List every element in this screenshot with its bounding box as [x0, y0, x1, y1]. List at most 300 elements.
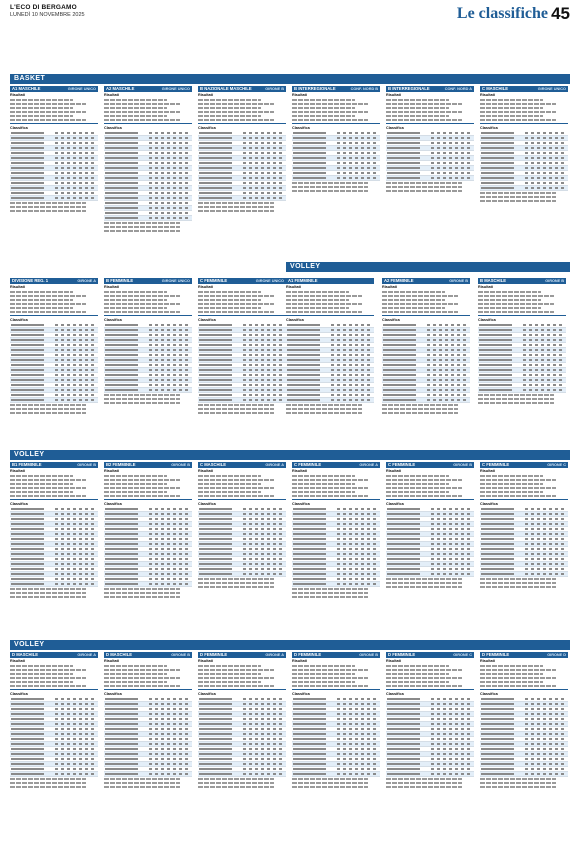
block-header — [104, 652, 192, 658]
notes-line-placeholder — [198, 786, 274, 788]
result-line-placeholder — [198, 669, 274, 671]
section-bar-volley-2: VOLLEY — [10, 450, 570, 460]
result-line-placeholder — [478, 311, 554, 313]
notes-line-placeholder — [198, 586, 274, 588]
result-line-placeholder — [292, 677, 368, 679]
result-line-placeholder — [386, 115, 449, 117]
notes-line-placeholder — [104, 226, 180, 228]
result-line-placeholder — [480, 685, 556, 687]
result-line-placeholder — [10, 291, 73, 293]
block-v14 — [386, 652, 474, 790]
divider — [104, 123, 192, 124]
result-line-placeholder — [10, 677, 86, 679]
result-line-placeholder — [104, 491, 167, 493]
notes-line-placeholder — [10, 778, 86, 780]
block-header — [10, 652, 98, 658]
result-line-placeholder — [480, 673, 543, 675]
standings-label: Classifica — [104, 126, 122, 130]
divider — [478, 315, 566, 316]
notes-line-placeholder — [198, 202, 274, 204]
divider — [382, 315, 470, 316]
notes-line-placeholder — [292, 182, 368, 184]
notes-line-placeholder — [198, 404, 274, 406]
block-header — [386, 462, 474, 468]
page-section-title: Le classifiche — [456, 5, 548, 22]
block-v1 — [286, 278, 374, 416]
divider — [198, 499, 286, 500]
block-title: DIVISIONE REG. 1 — [12, 278, 49, 283]
divider — [198, 315, 286, 316]
standings-row-placeholder — [386, 176, 474, 181]
divider — [292, 499, 380, 500]
divider — [480, 499, 568, 500]
result-line-placeholder — [10, 115, 73, 117]
block-v13 — [292, 652, 380, 790]
divider — [198, 123, 286, 124]
standings-label: Classifica — [382, 318, 400, 322]
notes-line-placeholder — [198, 578, 274, 580]
result-line-placeholder — [10, 475, 73, 477]
notes-line-placeholder — [104, 786, 180, 788]
standings-row-placeholder — [292, 772, 380, 777]
result-line-placeholder — [382, 291, 445, 293]
notes-line-placeholder — [198, 782, 274, 784]
notes-line-placeholder — [198, 778, 274, 780]
notes-line-placeholder — [382, 412, 458, 414]
standings-row-placeholder — [104, 388, 192, 393]
result-line-placeholder — [104, 681, 167, 683]
block-v5 — [104, 462, 192, 600]
notes-line-placeholder — [10, 408, 86, 410]
notes-line-placeholder — [292, 592, 368, 594]
notes-line-placeholder — [386, 582, 462, 584]
section-bar-basket: BASKET — [10, 74, 570, 84]
block-b5 — [386, 86, 474, 194]
block-header — [198, 652, 286, 658]
divider — [480, 689, 568, 690]
block-title: D MASCHILE — [12, 652, 39, 657]
notes-line-placeholder — [198, 412, 274, 414]
result-line-placeholder — [386, 99, 449, 101]
block-title: C FEMMINILE — [200, 278, 228, 283]
block-v15 — [480, 652, 568, 790]
divider — [386, 499, 474, 500]
result-line-placeholder — [480, 495, 556, 497]
standings-row-placeholder — [480, 772, 568, 777]
block-b4 — [292, 86, 380, 194]
notes-line-placeholder — [10, 412, 86, 414]
result-line-placeholder — [198, 103, 274, 105]
results-label: Risultati — [386, 93, 401, 97]
standings-row-placeholder — [198, 196, 286, 201]
result-line-placeholder — [198, 307, 261, 309]
notes-line-placeholder — [10, 210, 86, 212]
notes-line-placeholder — [382, 408, 458, 410]
notes-line-placeholder — [198, 582, 274, 584]
result-line-placeholder — [104, 99, 167, 101]
result-line-placeholder — [104, 303, 180, 305]
block-b3 — [198, 86, 286, 214]
result-line-placeholder — [386, 685, 462, 687]
result-line-placeholder — [10, 311, 86, 313]
block-title: C MASCHILE — [482, 86, 509, 91]
result-line-placeholder — [480, 99, 543, 101]
result-line-placeholder — [478, 291, 541, 293]
results-label: Risultati — [478, 285, 493, 289]
block-header — [292, 86, 380, 92]
notes-line-placeholder — [386, 778, 462, 780]
result-line-placeholder — [10, 99, 73, 101]
notes-line-placeholder — [478, 394, 554, 396]
block-header — [104, 86, 192, 92]
divider — [386, 123, 474, 124]
result-line-placeholder — [382, 307, 445, 309]
results-label: Risultati — [292, 659, 307, 663]
result-line-placeholder — [198, 673, 261, 675]
block-title: B NAZIONALE MASCHILE — [200, 86, 252, 91]
result-line-placeholder — [104, 299, 167, 301]
result-line-placeholder — [286, 291, 349, 293]
standings-row-placeholder — [292, 582, 380, 587]
result-line-placeholder — [198, 303, 274, 305]
block-tag: GIRONE UNICO — [255, 279, 284, 283]
result-line-placeholder — [198, 299, 261, 301]
result-line-placeholder — [480, 119, 556, 121]
notes-line-placeholder — [480, 786, 556, 788]
result-line-placeholder — [292, 115, 355, 117]
block-title: D FEMMINILE — [482, 652, 510, 657]
standings-label: Classifica — [478, 318, 496, 322]
results-label: Risultati — [104, 469, 119, 473]
notes-line-placeholder — [292, 190, 368, 192]
result-line-placeholder — [198, 475, 261, 477]
result-line-placeholder — [292, 669, 368, 671]
notes-line-placeholder — [292, 786, 368, 788]
standings-row-placeholder — [10, 398, 98, 403]
block-tag: GIRONE B — [453, 463, 472, 467]
result-line-placeholder — [104, 111, 180, 113]
block-tag: GIRONE B — [359, 653, 378, 657]
section-bar-volley-3: VOLLEY — [10, 640, 570, 650]
standings-label: Classifica — [292, 692, 310, 696]
block-header — [480, 86, 568, 92]
result-line-placeholder — [386, 669, 462, 671]
notes-line-placeholder — [478, 402, 554, 404]
results-label: Risultati — [382, 285, 397, 289]
notes-line-placeholder — [104, 394, 180, 396]
result-line-placeholder — [10, 295, 86, 297]
result-line-placeholder — [292, 681, 355, 683]
standings-row-placeholder — [198, 572, 286, 577]
notes-line-placeholder — [104, 592, 180, 594]
result-line-placeholder — [386, 475, 449, 477]
standings-label: Classifica — [198, 318, 216, 322]
results-label: Risultati — [480, 659, 495, 663]
block-tag: GIRONE UNICO — [537, 87, 566, 91]
results-label: Risultati — [198, 93, 213, 97]
block-tag: GIRONE UNICO — [161, 87, 190, 91]
result-line-placeholder — [286, 299, 349, 301]
block-tag: GIRONE B — [545, 279, 564, 283]
divider — [198, 689, 286, 690]
result-line-placeholder — [10, 307, 73, 309]
block-tag: GIRONE B — [265, 87, 284, 91]
notes-line-placeholder — [10, 206, 86, 208]
result-line-placeholder — [292, 107, 355, 109]
block-title: B MASCHILE — [480, 278, 507, 283]
notes-line-placeholder — [292, 596, 368, 598]
result-line-placeholder — [104, 115, 167, 117]
block-title: A2 MASCHILE — [106, 86, 135, 91]
notes-line-placeholder — [386, 782, 462, 784]
result-line-placeholder — [198, 491, 261, 493]
result-line-placeholder — [382, 295, 458, 297]
block-v3 — [478, 278, 566, 406]
standings-label: Classifica — [198, 502, 216, 506]
block-title: B INTERREGIONALE — [388, 86, 430, 91]
result-line-placeholder — [198, 311, 274, 313]
notes-line-placeholder — [478, 398, 554, 400]
result-line-placeholder — [198, 685, 274, 687]
results-label: Risultati — [10, 93, 25, 97]
block-tag: GIRONE A — [77, 279, 96, 283]
result-line-placeholder — [104, 295, 180, 297]
result-line-placeholder — [198, 295, 274, 297]
block-v11 — [104, 652, 192, 790]
results-label: Risultati — [10, 469, 25, 473]
notes-line-placeholder — [10, 404, 86, 406]
result-line-placeholder — [480, 483, 543, 485]
result-line-placeholder — [10, 483, 73, 485]
result-line-placeholder — [10, 681, 73, 683]
block-v10 — [10, 652, 98, 790]
notes-line-placeholder — [480, 200, 556, 202]
standings-row-placeholder — [10, 196, 98, 201]
result-line-placeholder — [292, 495, 368, 497]
notes-line-placeholder — [198, 210, 274, 212]
results-label: Risultati — [104, 285, 119, 289]
standings-label: Classifica — [198, 692, 216, 696]
standings-label: Classifica — [10, 502, 28, 506]
block-tag: GIRONE C — [547, 463, 566, 467]
divider — [480, 123, 568, 124]
result-line-placeholder — [198, 99, 261, 101]
result-line-placeholder — [480, 475, 543, 477]
notes-line-placeholder — [286, 404, 362, 406]
result-line-placeholder — [198, 665, 261, 667]
result-line-placeholder — [198, 111, 274, 113]
standings-row-placeholder — [386, 772, 474, 777]
block-tag: GIRONE A — [265, 653, 284, 657]
standings-label: Classifica — [10, 126, 28, 130]
standings-row-placeholder — [104, 582, 192, 587]
notes-line-placeholder — [104, 230, 180, 232]
result-line-placeholder — [104, 669, 180, 671]
block-b7 — [10, 278, 98, 416]
block-tag: GIRONE A — [77, 653, 96, 657]
results-label: Risultati — [10, 659, 25, 663]
block-b6 — [480, 86, 568, 204]
result-line-placeholder — [198, 483, 261, 485]
result-line-placeholder — [386, 103, 462, 105]
result-line-placeholder — [292, 479, 368, 481]
result-line-placeholder — [10, 119, 86, 121]
result-line-placeholder — [198, 677, 274, 679]
result-line-placeholder — [104, 475, 167, 477]
result-line-placeholder — [478, 295, 554, 297]
notes-line-placeholder — [104, 778, 180, 780]
block-header — [10, 278, 98, 284]
results-label: Risultati — [480, 469, 495, 473]
block-header — [292, 652, 380, 658]
standings-row-placeholder — [292, 176, 380, 181]
result-line-placeholder — [480, 115, 543, 117]
divider — [104, 499, 192, 500]
block-header — [480, 652, 568, 658]
notes-line-placeholder — [10, 786, 86, 788]
results-label: Risultati — [286, 285, 301, 289]
result-line-placeholder — [104, 665, 167, 667]
block-header — [104, 278, 192, 284]
page-number: 45 — [551, 4, 570, 23]
results-label: Risultati — [104, 93, 119, 97]
standings-label: Classifica — [104, 502, 122, 506]
divider — [104, 689, 192, 690]
standings-label: Classifica — [104, 318, 122, 322]
block-v6 — [198, 462, 286, 590]
result-line-placeholder — [10, 479, 86, 481]
notes-line-placeholder — [198, 408, 274, 410]
block-tag: GIRONE B — [171, 463, 190, 467]
notes-line-placeholder — [104, 222, 180, 224]
standings-label: Classifica — [104, 692, 122, 696]
result-line-placeholder — [480, 487, 556, 489]
block-tag: GIRONE UNICO — [161, 279, 190, 283]
result-line-placeholder — [10, 669, 86, 671]
standings-label: Classifica — [10, 692, 28, 696]
result-line-placeholder — [10, 685, 86, 687]
block-title: A2 FEMMINILE — [384, 278, 414, 283]
block-title: C FEMMINILE — [388, 462, 416, 467]
results-label: Risultati — [386, 469, 401, 473]
standings-row-placeholder — [10, 772, 98, 777]
result-line-placeholder — [386, 673, 449, 675]
block-title: A1 FEMMINILE — [288, 278, 318, 283]
notes-line-placeholder — [104, 782, 180, 784]
result-line-placeholder — [386, 495, 462, 497]
result-line-placeholder — [10, 107, 73, 109]
results-label: Risultati — [198, 469, 213, 473]
result-line-placeholder — [10, 495, 86, 497]
results-label: Risultati — [386, 659, 401, 663]
standings-label: Classifica — [10, 318, 28, 322]
block-title: C MASCHILE — [200, 462, 227, 467]
result-line-placeholder — [480, 677, 556, 679]
result-line-placeholder — [292, 103, 368, 105]
result-line-placeholder — [104, 291, 167, 293]
block-title: D FEMMINILE — [388, 652, 416, 657]
result-line-placeholder — [286, 303, 362, 305]
block-title: C FEMMINILE — [482, 462, 510, 467]
standings-label: Classifica — [386, 126, 404, 130]
block-header — [480, 462, 568, 468]
block-b8 — [104, 278, 192, 406]
result-line-placeholder — [198, 495, 274, 497]
standings-row-placeholder — [386, 572, 474, 577]
result-line-placeholder — [292, 685, 368, 687]
block-tag: GIRONE B — [449, 279, 468, 283]
block-b1 — [10, 86, 98, 214]
result-line-placeholder — [386, 119, 462, 121]
notes-line-placeholder — [480, 192, 556, 194]
masthead — [10, 4, 570, 22]
result-line-placeholder — [292, 673, 355, 675]
issue-date: LUNEDÌ 10 NOVEMBRE 2025 — [10, 12, 85, 18]
block-title: D FEMMINILE — [294, 652, 322, 657]
block-header — [386, 652, 474, 658]
notes-line-placeholder — [104, 596, 180, 598]
block-v8 — [386, 462, 474, 590]
standings-row-placeholder — [104, 772, 192, 777]
notes-line-placeholder — [104, 402, 180, 404]
standings-row-placeholder — [198, 398, 286, 403]
result-line-placeholder — [10, 673, 73, 675]
notes-line-placeholder — [480, 586, 556, 588]
result-line-placeholder — [104, 677, 180, 679]
notes-line-placeholder — [10, 782, 86, 784]
result-line-placeholder — [480, 491, 543, 493]
block-tag: GIRONE D — [547, 653, 566, 657]
result-line-placeholder — [198, 119, 274, 121]
result-line-placeholder — [104, 107, 167, 109]
result-line-placeholder — [104, 673, 167, 675]
standings-row-placeholder — [480, 572, 568, 577]
standings-label: Classifica — [292, 126, 310, 130]
block-tag: CONF. NORD B — [350, 87, 378, 91]
result-line-placeholder — [198, 479, 274, 481]
result-line-placeholder — [10, 103, 86, 105]
standings-label: Classifica — [480, 126, 498, 130]
standings-label: Classifica — [386, 502, 404, 506]
results-label: Risultati — [480, 93, 495, 97]
divider — [10, 689, 98, 690]
results-label: Risultati — [292, 93, 307, 97]
result-line-placeholder — [382, 311, 458, 313]
block-header — [478, 278, 566, 284]
newspaper-name: L'ECO DI BERGAMO — [10, 4, 77, 11]
block-header — [10, 86, 98, 92]
results-label: Risultati — [10, 285, 25, 289]
result-line-placeholder — [198, 107, 261, 109]
block-header — [198, 278, 286, 284]
result-line-placeholder — [104, 479, 180, 481]
results-label: Risultati — [104, 659, 119, 663]
notes-line-placeholder — [382, 404, 458, 406]
block-header — [104, 462, 192, 468]
result-line-placeholder — [292, 99, 355, 101]
result-line-placeholder — [386, 665, 449, 667]
block-header — [386, 86, 474, 92]
result-line-placeholder — [386, 483, 449, 485]
result-line-placeholder — [10, 111, 86, 113]
result-line-placeholder — [480, 681, 543, 683]
divider — [386, 689, 474, 690]
result-line-placeholder — [104, 311, 180, 313]
standings-row-placeholder — [480, 186, 568, 191]
standings-row-placeholder — [286, 398, 374, 403]
block-tag: CONF. NORD A — [444, 87, 472, 91]
result-line-placeholder — [480, 669, 556, 671]
